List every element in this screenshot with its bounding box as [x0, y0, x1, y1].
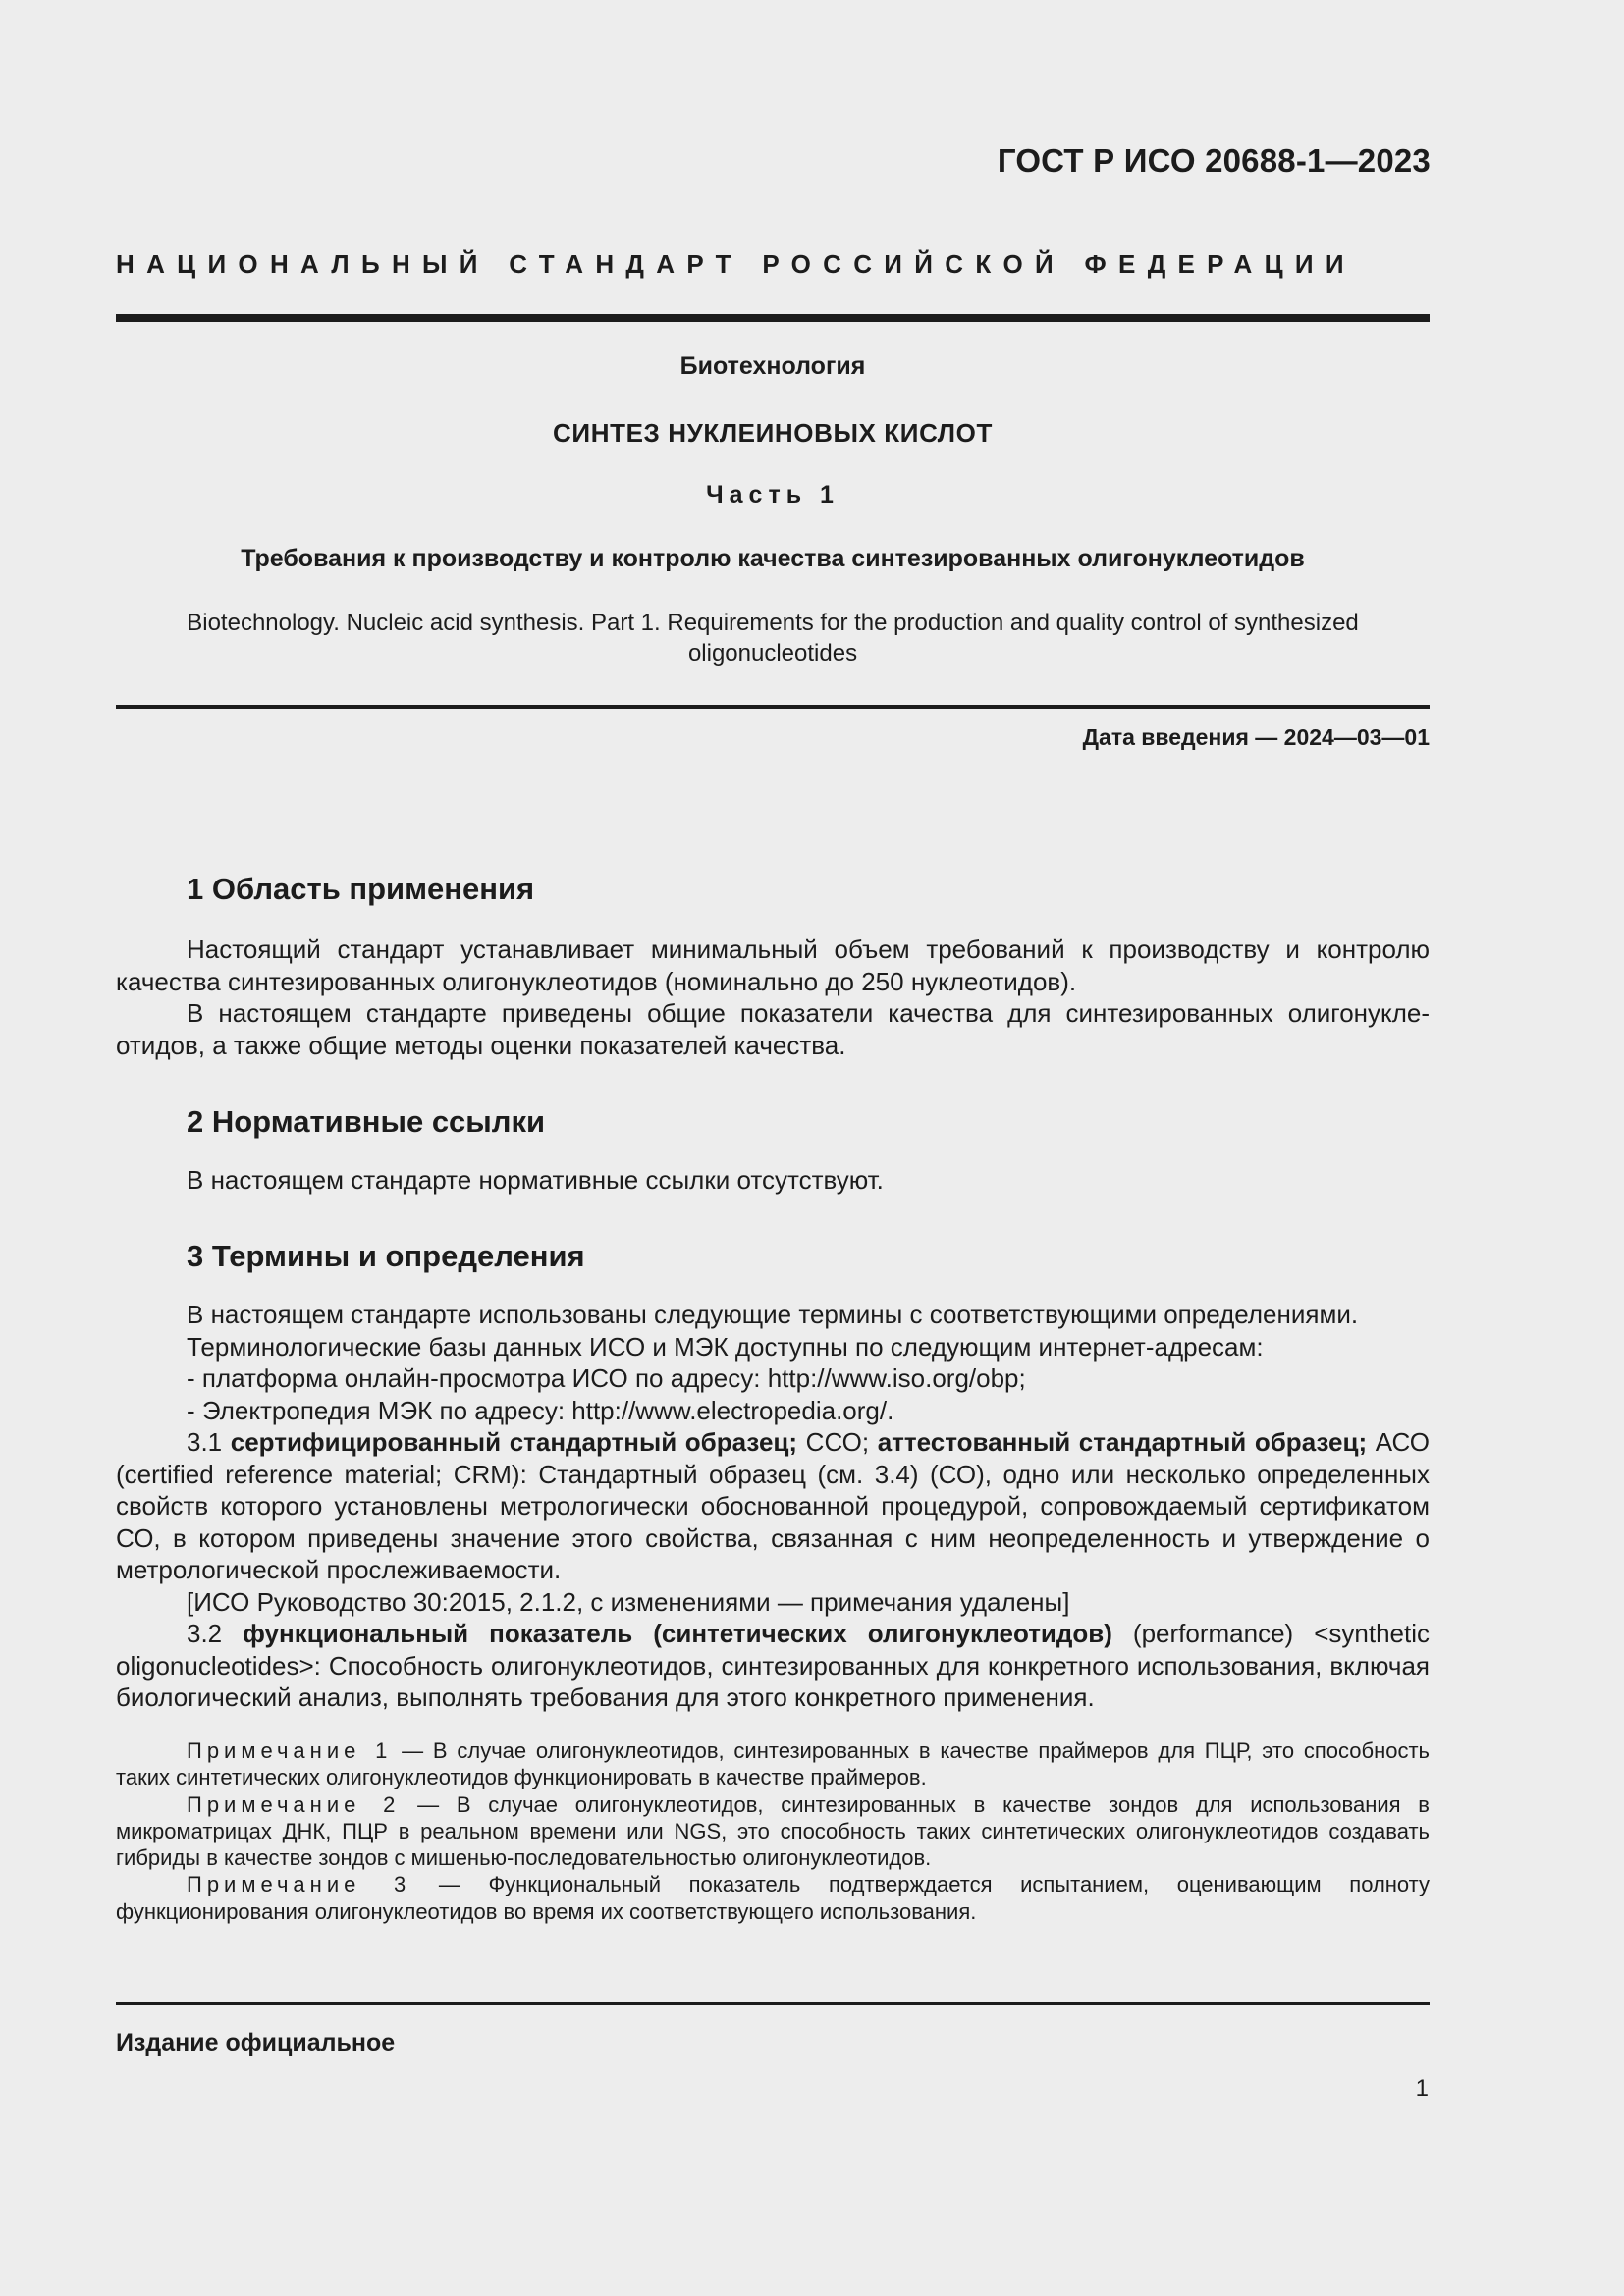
- term-name: функциональный показатель (синтетических олигонуклеотидов): [243, 1619, 1112, 1648]
- term-name-alt: аттестованный стандартный образец;: [877, 1427, 1368, 1457]
- national-standard-heading: НАЦИОНАЛЬНЫЙ СТАНДАРТ РОССИЙСКОЙ ФЕДЕРАЦИИ: [116, 249, 1356, 279]
- section-2-paragraph-1: В настоящем стандарте нормативные ссылки отсутствуют.: [187, 1165, 884, 1195]
- section-1-paragraph-2: В настоящем стандарте приведены общие показатели качества для синтезированных олигонуклеотидов, а также общие методы оценки показателей качества.: [116, 998, 1430, 1060]
- section-2-body: [116, 1164, 1430, 1197]
- term-number: 3.1: [187, 1427, 231, 1457]
- standard-title: СИНТЕЗ НУКЛЕИНОВЫХ КИСЛОТ: [553, 418, 993, 448]
- standard-subtitle: Требования к производству и контролю качества синтезированных олигонуклеотидов: [241, 545, 1305, 572]
- footer-divider: [116, 2002, 1430, 2005]
- section-1-paragraph-1: Настоящий стандарт устанавливает минимальный объем требований к производству и контролю качества синтезированных олигонуклеотидов (номинально до 250 нуклеотидов).: [116, 934, 1430, 996]
- section-1-body: [116, 934, 1430, 1061]
- note-text: — Функциональный показатель подтверждается испытанием, оценивающим полноту функционирования олигонуклеотидов во время их соответствующего использования.: [116, 1872, 1431, 1924]
- note-3: [116, 1871, 1430, 1925]
- note-label: Примечание 3: [187, 1872, 411, 1897]
- note-1: [116, 1737, 1430, 1791]
- term-3-2: [116, 1618, 1430, 1714]
- section-3-intro-1: В настоящем стандарте использованы следующие термины с соответствующими определениями.: [187, 1300, 1359, 1329]
- part-label: Часть 1: [706, 481, 839, 508]
- note-2: [116, 1791, 1430, 1872]
- page-number: 1: [1415, 2075, 1429, 2102]
- term-3-1: [116, 1426, 1430, 1586]
- list-item: - платформа онлайн-просмотра ИСО по адресу: http://www.iso.org/obp;: [187, 1363, 1026, 1393]
- section-1-title: 1 Область применения: [187, 872, 535, 906]
- section-3-intro-2: Терминологические базы данных ИСО и МЭК доступны по следующим интернет-адресам:: [187, 1331, 1264, 1362]
- official-edition-label: Издание официальное: [116, 2029, 396, 2056]
- introduction-date: Дата введения — 2024—03—01: [1082, 724, 1430, 750]
- section-3-title: 3 Термины и определения: [187, 1239, 585, 1273]
- notes-block: [116, 1737, 1430, 1925]
- field-title: Биотехнология: [679, 352, 866, 380]
- note-text: — В случае олигонуклеотидов, синтезированных в качестве зондов для использования в микроматрицах ДНК, ПЦР в реальном времени или NGS, это способность таких синтетических олигонуклеотидов создавать гибриды в качестве зондов с мишенью-последовательностью олигонуклеотидов.: [116, 1791, 1430, 1871]
- term-source: [ИСО Руководство 30:2015, 2.1.2, с изменениями — примечания удалены]: [187, 1586, 1070, 1617]
- section-3-body: [116, 1299, 1430, 1714]
- title-divider: [116, 705, 1430, 709]
- term-definition: АСО (certified reference material; CRM): Стандартный образец (см. 3.4) (СО), одно или несколько определенных свойств которого установлены метрологически обоснованной процедурой, сопровождаемый сертификатом СО, в котором приведены значение этого свойства, связанная с ним неопределенность и утверждение о метрологической прослеживаемости.: [116, 1427, 1430, 1584]
- term-abbreviation: ССО;: [797, 1427, 878, 1457]
- term-definition: (performance) <synthetic oligonucleotides>: Способность олигонуклеотидов, синтезированных для конкретного использования, включая биологический анализ, выполнять требования для этого конкретного применения.: [116, 1619, 1430, 1712]
- note-label: Примечание 1: [187, 1738, 393, 1763]
- term-name: сертифицированный стандартный образец;: [230, 1427, 798, 1457]
- term-number: 3.2: [187, 1619, 244, 1648]
- english-title: Biotechnology. Nucleic acid synthesis. Part 1. Requirements for the production and quality control of synthesized oligonucleotides: [187, 610, 1359, 667]
- list-item: - Электропедия МЭК по адресу: http://www.electropedia.org/.: [187, 1395, 894, 1425]
- header-divider: [116, 314, 1430, 322]
- note-label: Примечание 2: [187, 1791, 401, 1817]
- note-text: — В случае олигонуклеотидов, синтезированных в качестве праймеров для ПЦР, это способность таких синтетических олигонуклеотидов функционировать в качестве праймеров.: [116, 1738, 1430, 1790]
- section-2-title: 2 Нормативные ссылки: [187, 1104, 546, 1139]
- document-code: ГОСТ Р ИСО 20688-1—2023: [997, 142, 1431, 179]
